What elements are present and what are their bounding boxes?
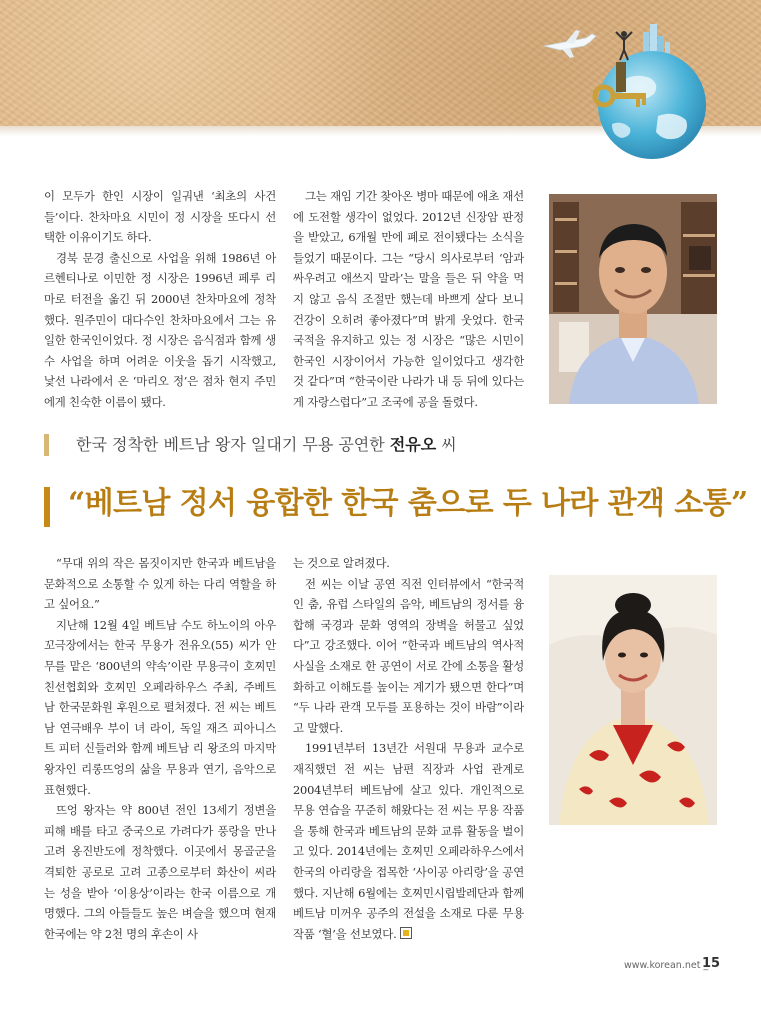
globe-illustration <box>540 20 720 160</box>
page-number: 15 <box>702 956 721 971</box>
headline-accent-bar <box>44 487 50 527</box>
paragraph: 는 것으로 알려졌다. <box>293 556 390 570</box>
dancer-photo <box>549 575 717 825</box>
article1-right-column <box>293 186 524 413</box>
paragraph: 뜨엉 왕자는 약 800년 전인 13세기 정변을 피해 배를 타고 중국으로 가려다가 풍랑을 만나 고려 옹진반도에 정착했다. 이곳에서 몽골군을 격퇴한 공로로 고려 고종으로부터 화산이 씨라는 성을 받아 ‘이용상’이라는 한국 이름으로 개명했다. 그의 아들들도 높은 벼슬을 했으며 현재 한국에는 약 2천 명의 후손이 사 <box>44 803 276 941</box>
article2-subtitle <box>76 433 457 457</box>
subtitle-text: 한국 정착한 베트남 왕자 일대기 무용 공연한 <box>76 435 385 454</box>
paragraph-text: 1991년부터 13년간 서원대 무용과 교수로 재직했던 전 씨는 남편 직장과 사업 관계로 2004년부터 베트남에 살고 있다. 개인적으로 무용 연습을 꾸준히 해왔다는 전 씨는 무용 작품을 통해 한국과 베트남의 문화 교류 활동을 벌이고 있다. 2014년에는 호찌민 오페라하우스에서 한국의 아리랑을 접목한 ‘사이공 아리랑’을 공연했다. 지난해 6월에는 호찌민시립발레단과 함께 베트남 미꺼우 공주의 전설을 소재로 다룬 무용작품 ‘혈’을 선보였다. <box>293 741 524 941</box>
subtitle-person-name: 전유오 <box>389 435 437 454</box>
globe-icon <box>598 51 706 159</box>
end-mark-icon <box>400 927 412 939</box>
person-icon <box>616 31 632 60</box>
airplane-icon <box>544 30 596 58</box>
mayor-photo <box>549 194 717 404</box>
paragraph: 전 씨는 이날 공연 직전 인터뷰에서 “한국적인 춤, 유럽 스타일의 음악, 베트남의 정서를 융합해 국경과 문화 영역의 장벽을 허물고 싶었다”고 강조했다. 이어 “한국과 베트남의 역사적 사실을 소재로 한 공연이 서로 간에 소통을 활성화하고 이해도를 높이는 계기가 됐으면 한다”며 “두 나라 관객 모두를 포용하는 것이 바람”이라고 말했다. <box>293 576 524 735</box>
paragraph: 이 모두가 한인 시장이 일궈낸 ‘최초의 사건들’이다. 찬차마요 시민이 정 시장을 또다시 선택한 이유이기도 하다. <box>44 189 276 245</box>
article2-right-column <box>293 553 524 944</box>
article1-left-column <box>44 186 276 413</box>
paragraph: 그는 재임 기간 찾아온 병마 때문에 애초 재선에 도전할 생각이 없었다. 2012년 신장암 판정을 받았고, 6개월 만에 폐로 전이됐다는 소식을 들었기 때문이다. 그는 “당시 의사로부터 ‘암과 싸우려고 애쓰지 말라’는 말을 들은 뒤 약을 먹지 않고 음식 조절만 했는데 바쁘게 살다 보니 건강이 오히려 좋아졌다”며 밝게 웃었다. 한국 국적을 유지하고 있는 정 시장은 “많은 시민이 한국인 시장이어서 가능한 일이었다고 생각한 것 같다”며 “한국이란 나라가 내 등 뒤에 있다는 게 자랑스럽다”고 조국에 공을 돌렸다. <box>293 189 524 409</box>
paragraph <box>293 738 524 944</box>
article2-headline: “베트남 정서 융합한 한국 춤으로 두 나라 관객 소통” <box>68 486 748 521</box>
paragraph: 경북 문경 출신으로 사업을 위해 1986년 아르헨티나로 이민한 정 시장은 1996년 페루 리마로 터전을 옮긴 뒤 2000년 찬차마요에 정착했다. 원주민이 대다수인 찬차마요에서 그는 유일한 한국인이었다. 정 시장은 음식점과 함께 생수 사업을 하며 어려운 이웃을 돕기 시작했고, 낯선 나라에서 온 ‘마리오 정’은 점차 현지 주민에게 친숙한 이름이 됐다. <box>44 250 276 409</box>
subtitle-accent-bar <box>44 434 49 456</box>
article2-left-column <box>44 553 276 944</box>
paragraph: “무대 위의 작은 몸짓이지만 한국과 베트남을 문화적으로 소통할 수 있게 하는 다리 역할을 하고 싶어요.” <box>44 556 276 612</box>
paragraph: 지난해 12월 4일 베트남 수도 하노이의 아우꼬극장에서는 한국 무용가 전유오(55) 씨가 안무를 맡은 ‘800년의 약속’이란 무용극이 호찌민친선협회와 호찌민 오페라하우스 주최, 주베트남 한국문화원 후원으로 펼쳐졌다. 전 씨는 베트남 연극배우 부이 녀 라이, 독일 재즈 피아니스트 피터 신들러와 함께 베트남 리 왕조의 마지막 왕자인 리롱뜨엉의 삶을 무용과 연기, 음악으로 표현했다. <box>44 617 276 797</box>
footer-website: www.korean.net _ <box>624 960 709 971</box>
subtitle-suffix: 씨 <box>436 435 457 454</box>
